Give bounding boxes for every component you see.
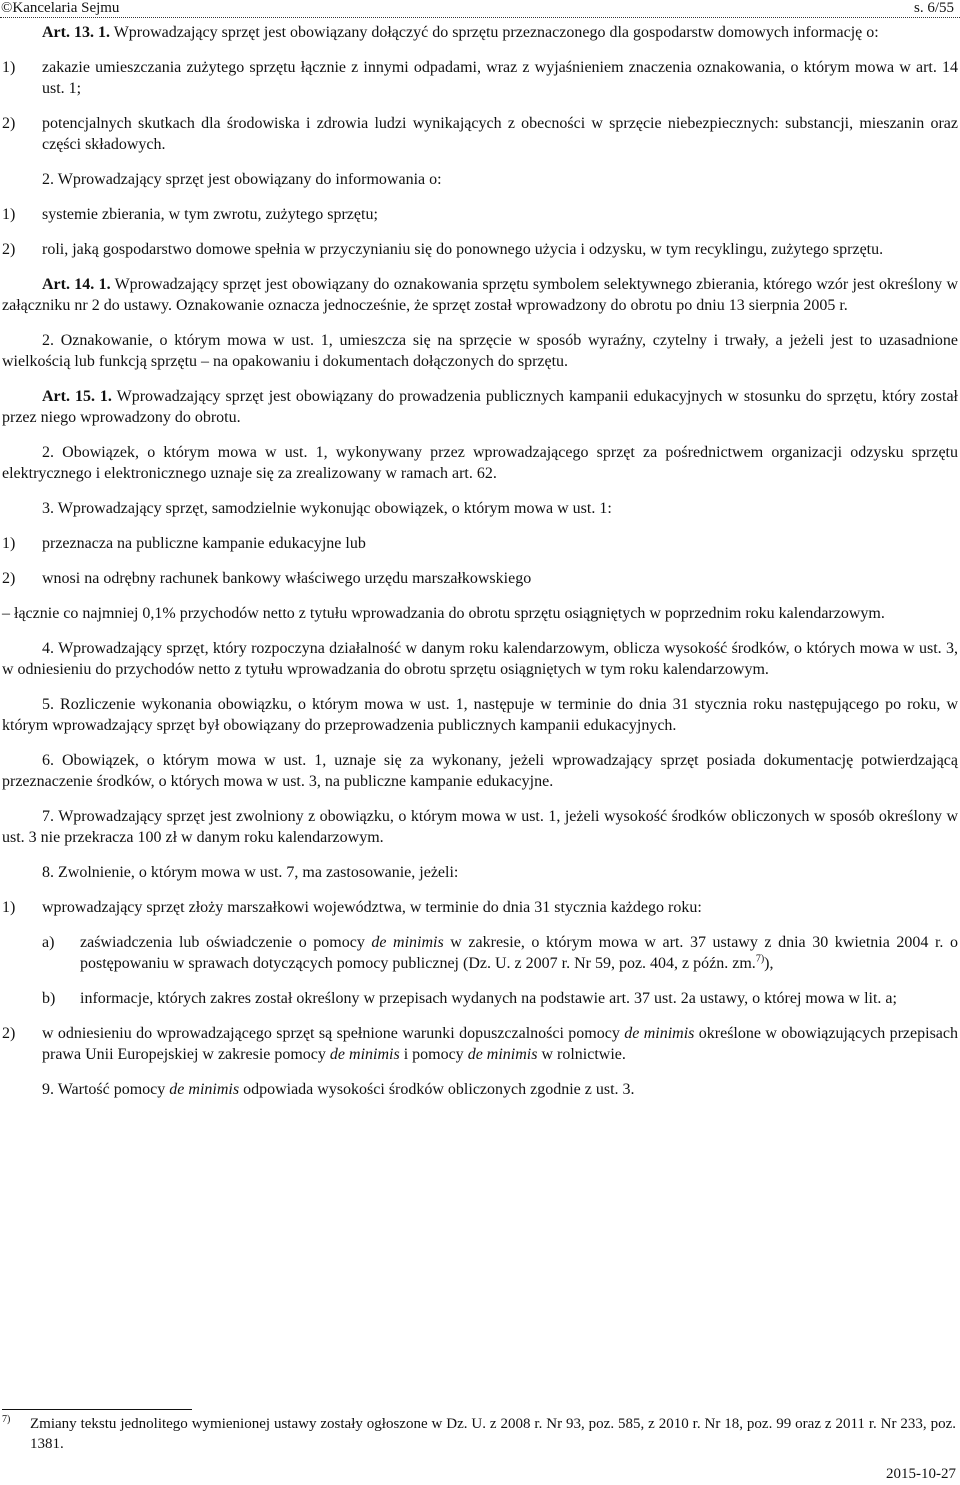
list-item [2,1023,958,1065]
list-text: roli, jaką gospodarstwo domowe spełnia w przyczynianiu się do ponownego użycia i odzysku, w tym recyklingu, zużytego sprzętu. [42,241,884,258]
list-number: 1) [2,59,16,76]
art14-para1 [2,274,958,316]
art15-para8: 8. Zwolnienie, o którym mowa w ust. 7, ma zastosowanie, jeżeli: [42,864,459,881]
page-header [0,0,960,18]
publisher-label: ©Kancelaria Sejmu [1,0,120,16]
footnote [2,1414,956,1454]
list-text: wprowadzający sprzęt złoży marszałkowi województwa, w terminie do dnia 31 stycznia każdego roku: [42,899,702,916]
art15-para5: 5. Rozliczenie wykonania obowiązku, o którym mowa w ust. 1, następuje w terminie do dnia 31 stycznia roku następującego po roku, w którym wprowadzający sprzęt był obowiązany do przeprowadzenia publicznych kampanii edukacyjnych. [2,696,958,734]
art13-para1 [2,22,958,43]
art14-para1-text: Wprowadzający sprzęt jest obowiązany do oznakowania sprzętu symbolem selektywnego zbierania, którego wzór jest określony w załączniku nr 2 do ustawy. Oznakowanie oznacza jednocześnie, że sprzęt został wprowadzony do obrotu po dniu 13 sierpnia 2005 r. [2,276,959,314]
art15-para1 [2,386,958,428]
italic-term: de minimis [329,1046,400,1063]
list-number: 2) [2,570,16,587]
art14-para2: 2. Oznakowanie, o którym mowa w ust. 1, umieszcza się na sprzęcie w sposób wyraźny, czytelny i trwały, a jeżeli jest to uzasadnione wielkością lub funkcją sprzętu – na opakowaniu i dokumentach dołączonych do sprzętu. [2,332,958,370]
list-item [2,568,958,589]
list-number: 1) [2,535,16,552]
list-item [2,897,958,918]
list-item [2,533,958,554]
art15-para7: 7. Wprowadzający sprzęt jest zwolniony z obowiązku, o którym mowa w ust. 1, jeżeli wysokość środków obliczonych w sposób określony w ust. 3 nie przekracza 100 zł w danym roku kalendarzowym. [2,808,958,846]
list-text: w rolnictwie. [537,1046,626,1063]
art15-para4: 4. Wprowadzający sprzęt, który rozpoczyna działalność w danym roku kalendarzowym, oblicza wysokość środków, o których mowa w ust. 3, w odniesieniu do przychodów netto z tytułu wprowadzania do obrotu sprzętu osiągniętych w tym roku kalendarzowym. [2,640,958,678]
header-divider [0,17,960,18]
list-item [2,204,958,225]
art13-para2: 2. Wprowadzający sprzęt jest obowiązany do informowania o: [42,171,442,188]
footnote-ref: 7) [755,953,765,965]
sub-list-letter: a) [42,934,55,951]
art13-para1-text: Wprowadzający sprzęt jest obowiązany dołączyć do sprzętu przeznaczonego dla gospodarstw domowych informację o: [109,24,879,41]
document-date: 2015-10-27 [886,1466,956,1482]
sub-list-letter: b) [42,990,56,1007]
art15-para3-closing: – łącznie co najmniej 0,1% przychodów netto z tytułu wprowadzania do obrotu sprzętu osiągniętych w poprzednim roku kalendarzowym. [2,605,885,622]
list-item [2,57,958,99]
art15-para6: 6. Obowiązek, o którym mowa w ust. 1, uznaje się za wykonany, jeżeli wprowadzający sprzęt posiada dokumentację potwierdzającą przeznaczenie środków, o których mowa w ust. 3, na publiczne kampanie edukacyjne. [2,752,958,790]
footnote-text: Zmiany tekstu jednolitego wymienionej ustawy zostały ogłoszone w Dz. U. z 2008 r. Nr 93, poz. 585, z 2010 r. Nr 18, poz. 99 oraz z 2011 r. Nr 233, poz. 1381. [30,1416,956,1452]
italic-term: de minimis [371,934,444,951]
list-number: 1) [2,206,16,223]
italic-term: de minimis [624,1025,695,1042]
list-text: i pomocy [399,1046,468,1063]
list-number: 2) [2,241,16,258]
sub-text: ), [764,955,774,972]
list-text: w odniesieniu do wprowadzającego sprzęt są spełnione warunki dopuszczalności pomocy [42,1025,625,1042]
art15-para9 [2,1079,958,1100]
sub-text: informacje, których zakres został określony w przepisach wydanych na podstawie art. 37 ust. 2a ustawy, o której mowa w lit. a; [80,990,897,1007]
list-number: 1) [2,899,16,916]
italic-term: de minimis [467,1046,538,1063]
italic-term: de minimis [169,1081,240,1098]
list-number: 2) [2,1025,16,1042]
page-number: s. 6/55 [913,0,954,16]
list-text: potencjalnych skutkach dla środowiska i zdrowia ludzi wynikających z obecności w sprzęcie niebezpiecznych: substancji, mieszanin oraz części składowych. [42,115,958,153]
list-item [2,113,958,155]
art15-para1-text: Wprowadzający sprzęt jest obowiązany do prowadzenia publicznych kampanii edukacyjnych w stosunku do sprzętu, który został przez niego wprowadzony do obrotu. [2,388,958,426]
list-text: systemie zbierania, w tym zwrotu, zużytego sprzętu; [42,206,378,223]
art14-heading: Art. 14. 1. [42,276,111,293]
art13-heading: Art. 13. 1. [42,24,110,41]
list-number: 2) [2,115,16,132]
footnote-divider [2,1409,192,1410]
list-text: przeznacza na publiczne kampanie edukacyjne lub [42,535,366,552]
art15-para2: 2. Obowiązek, o którym mowa w ust. 1, wykonywany przez wprowadzającego sprzęt za pośrednictwem organizacji odzysku sprzętu elektrycznego i elektronicznego uznaje się za zrealizowany w ramach art. 62. [2,444,958,482]
sub-text: w zakresie, o którym mowa w art. 37 ustawy z dnia 30 kwietnia 2004 r. o postępowaniu w sprawach dotyczących pomocy publicznej (Dz. U. z 2007 r. Nr 59, poz. 404, z późn. zm. [80,934,958,972]
footnote-mark: 7) [2,1414,11,1425]
para-text: odpowiada wysokości środków obliczonych zgodnie z ust. 3. [239,1081,635,1098]
sub-list-item [2,988,958,1009]
art15-para3: 3. Wprowadzający sprzęt, samodzielnie wykonując obowiązek, o którym mowa w ust. 1: [42,500,612,517]
list-text: wnosi na odrębny rachunek bankowy właściwego urzędu marszałkowskiego [42,570,532,587]
art15-heading: Art. 15. 1. [42,388,112,405]
list-text: określone w obowiązujących przepisach prawa Unii Europejskiej w zakresie pomocy [42,1025,958,1063]
list-item [2,239,958,260]
document-body [2,22,958,1114]
sub-text: zaświadczenia lub oświadczenie o pomocy [80,934,372,951]
para-text: 9. Wartość pomocy [42,1081,170,1098]
list-text: zakazie umieszczania zużytego sprzętu łącznie z innymi odpadami, wraz z wyjaśnieniem znaczenia oznakowania, o którym mowa w art. 14 ust. 1; [42,59,958,97]
sub-list-item [2,932,958,974]
